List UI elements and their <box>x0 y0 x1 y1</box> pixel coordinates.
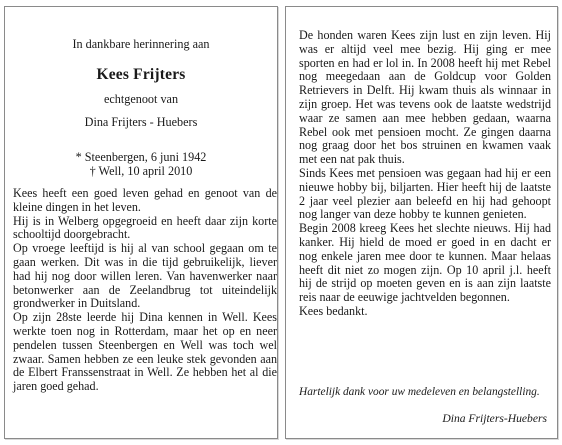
paragraph: Kees bedankt. <box>299 303 368 318</box>
biography-part-1 <box>13 187 277 394</box>
paragraph: Begin 2008 kreeg Kees het slechte nieuws. Hij had kanker. Hij hield de moed er goed in en dacht er nog enkele jaren mee door te kunnen. Maar helaas heeft dit niet zo mogen zijn. Op 10 april j.l. heeft hij de strijd op moeten geven en is aan zijn laatste reis naar de eeuwige jachtvelden begonnen. <box>299 221 551 305</box>
spouse-name: Dina Frijters - Huebers <box>84 115 198 129</box>
biography-part-2 <box>299 29 551 319</box>
memorial-card-right <box>285 6 558 439</box>
intro-text: In dankbare herinnering aan <box>72 37 210 51</box>
thanks-line: Hartelijk dank voor uw medeleven en belangstelling. <box>299 386 540 398</box>
paragraph: Op vroege leeftijd is hij al van school gegaan om te gaan werken. Dit was in die tijd gebruikelijk, liever had hij nog door willen leren. Van havenwerker naar betonwerker aan de Zeelandbrug tot uiteindelijk grondwerker in Duitsland. <box>13 241 277 311</box>
paragraph: Hij is in Welberg opgegroeid en heeft daar zijn korte schooltijd doorgebracht. <box>13 213 277 242</box>
spouse-label: echtgenoot van <box>103 92 179 106</box>
memorial-card-left <box>4 6 278 439</box>
paragraph: De honden waren Kees zijn lust en zijn leven. Hij was er altijd veel mee bezig. Hij ging er mee sporten en had er lol in. In 2008 heeft hij met Rebel nog meegedaan aan de Goldcup voor Golden Retrievers in Delft. Hij kwam thuis als winnaar in zijn groep. Het was tevens ook de laatste wedstrijd waar ze samen aan mee hebben gedaan, waarna Rebel ook met pensioen mocht. Ze gingen daarna nog graag door het bos struinen en kwamen vaak met een nat pak thuis. <box>299 28 551 167</box>
death-line: † Well, 10 april 2010 <box>89 164 193 178</box>
signature: Dina Frijters-Huebers <box>442 412 547 425</box>
paragraph: Sinds Kees met pensioen was gegaan had hij er een nieuwe hobby bij, biljarten. Hier heeft hij de laatste 2 jaar veel plezier aan beleefd en hij had gehoopt nog langer van deze hobby te kunnen genieten. <box>299 165 551 222</box>
deceased-name: Kees Frijters <box>96 66 186 83</box>
birth-line: * Steenbergen, 6 juni 1942 <box>75 150 207 164</box>
life-dates <box>5 150 277 178</box>
paragraph: Op zijn 28ste leerde hij Dina kennen in Well. Kees werkte toen nog in Rotterdam, maar het op en neer pendelen tussen Steenbergen en Well was toch wel zwaar. Samen hebben ze een leuke stek gevonden aan de Elbert Franssenstraat in Well. Ze hebben het al die jaren goed gehad. <box>13 310 277 394</box>
paragraph: Kees heeft een goed leven gehad en genoot van de kleine dingen in het leven. <box>13 186 277 214</box>
